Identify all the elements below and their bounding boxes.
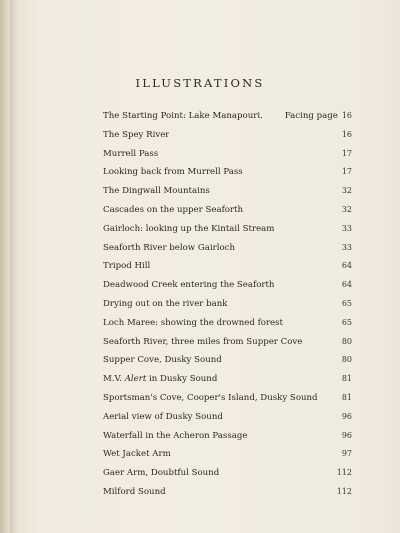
page-number: 97 [341, 449, 352, 459]
page-number: 65 [341, 298, 352, 308]
page-number: 81 [341, 392, 352, 402]
illustration-caption: Deadwood Creek entering the Seaforth [103, 280, 275, 291]
list-item [103, 318, 352, 337]
page-number: 17 [341, 148, 352, 158]
list-item [103, 111, 352, 130]
page-number: 33 [341, 223, 352, 233]
page-number: 16 [341, 129, 352, 139]
list-item [103, 393, 352, 412]
list-item [103, 431, 352, 450]
page-number: 80 [341, 336, 352, 346]
list-item [103, 149, 352, 168]
list-item [103, 243, 352, 262]
illustration-caption: Seaforth River below Gairloch [103, 242, 235, 253]
page-number: 17 [341, 167, 352, 177]
page-number: Facing page 16 [284, 111, 352, 121]
illustration-caption: Aerial view of Dusky Sound [103, 411, 223, 422]
list-item [103, 261, 352, 280]
page-number: 64 [341, 261, 352, 271]
illustration-caption: Murrell Pass [103, 148, 159, 159]
facing-page-label: Facing page [284, 111, 338, 121]
illustration-caption: Tripod Hill [103, 261, 151, 272]
illustration-caption: Drying out on the river bank [103, 298, 228, 309]
page-number: 32 [341, 204, 352, 214]
illustration-caption: Looking back from Murrell Pass [103, 167, 243, 178]
list-item [103, 468, 352, 487]
illustration-caption: Milford Sound [103, 486, 166, 497]
page-heading: ILLUSTRATIONS [135, 76, 265, 90]
list-item [103, 412, 352, 431]
page-number: 65 [341, 317, 352, 327]
illustration-caption: The Starting Point: Lake Manapouri. [103, 111, 263, 121]
illustration-caption: The Dingwall Mountains [103, 186, 210, 197]
list-item [103, 337, 352, 356]
illustration-caption: Waterfall in the Acheron Passage [103, 430, 248, 441]
illustrations-list [103, 111, 352, 506]
illustration-caption: Supper Cove, Dusky Sound [103, 355, 222, 366]
list-item [103, 205, 352, 224]
illustration-caption: Seaforth River, three miles from Supper Cove [103, 336, 303, 347]
page-number: 112 [336, 468, 352, 478]
list-item [103, 487, 352, 506]
list-item [103, 374, 352, 393]
list-item [103, 167, 352, 186]
list-item [103, 449, 352, 468]
page-number: 64 [341, 280, 352, 290]
list-item [103, 130, 352, 149]
illustration-caption: Loch Maree: showing the drowned forest [103, 317, 283, 328]
list-item [103, 224, 352, 243]
page-number: 112 [336, 486, 352, 496]
list-item [103, 280, 352, 299]
page-number: 80 [341, 355, 352, 365]
page-number: 81 [341, 374, 352, 384]
page-number: 96 [341, 411, 352, 421]
illustration-caption: The Spey River [103, 129, 170, 140]
illustration-caption: Sportsman's Cove, Cooper's Island, Dusky Sound [103, 392, 318, 403]
list-item [103, 186, 352, 205]
page-number: 33 [341, 242, 352, 252]
vessel-name: Alert [124, 374, 147, 385]
illustration-caption: Cascades on the upper Seaforth [103, 204, 244, 215]
illustration-caption: Wet Jacket Arm [103, 449, 171, 460]
illustration-caption: Gairloch: looking up the Kintail Stream [103, 223, 275, 234]
illustration-caption: M.V. Alert in Dusky Sound [103, 374, 218, 385]
list-item [103, 299, 352, 318]
page-number: 32 [341, 186, 352, 196]
illustration-caption: Gaer Arm, Doubtful Sound [103, 468, 220, 479]
page-number: 96 [341, 430, 352, 440]
list-item [103, 355, 352, 374]
